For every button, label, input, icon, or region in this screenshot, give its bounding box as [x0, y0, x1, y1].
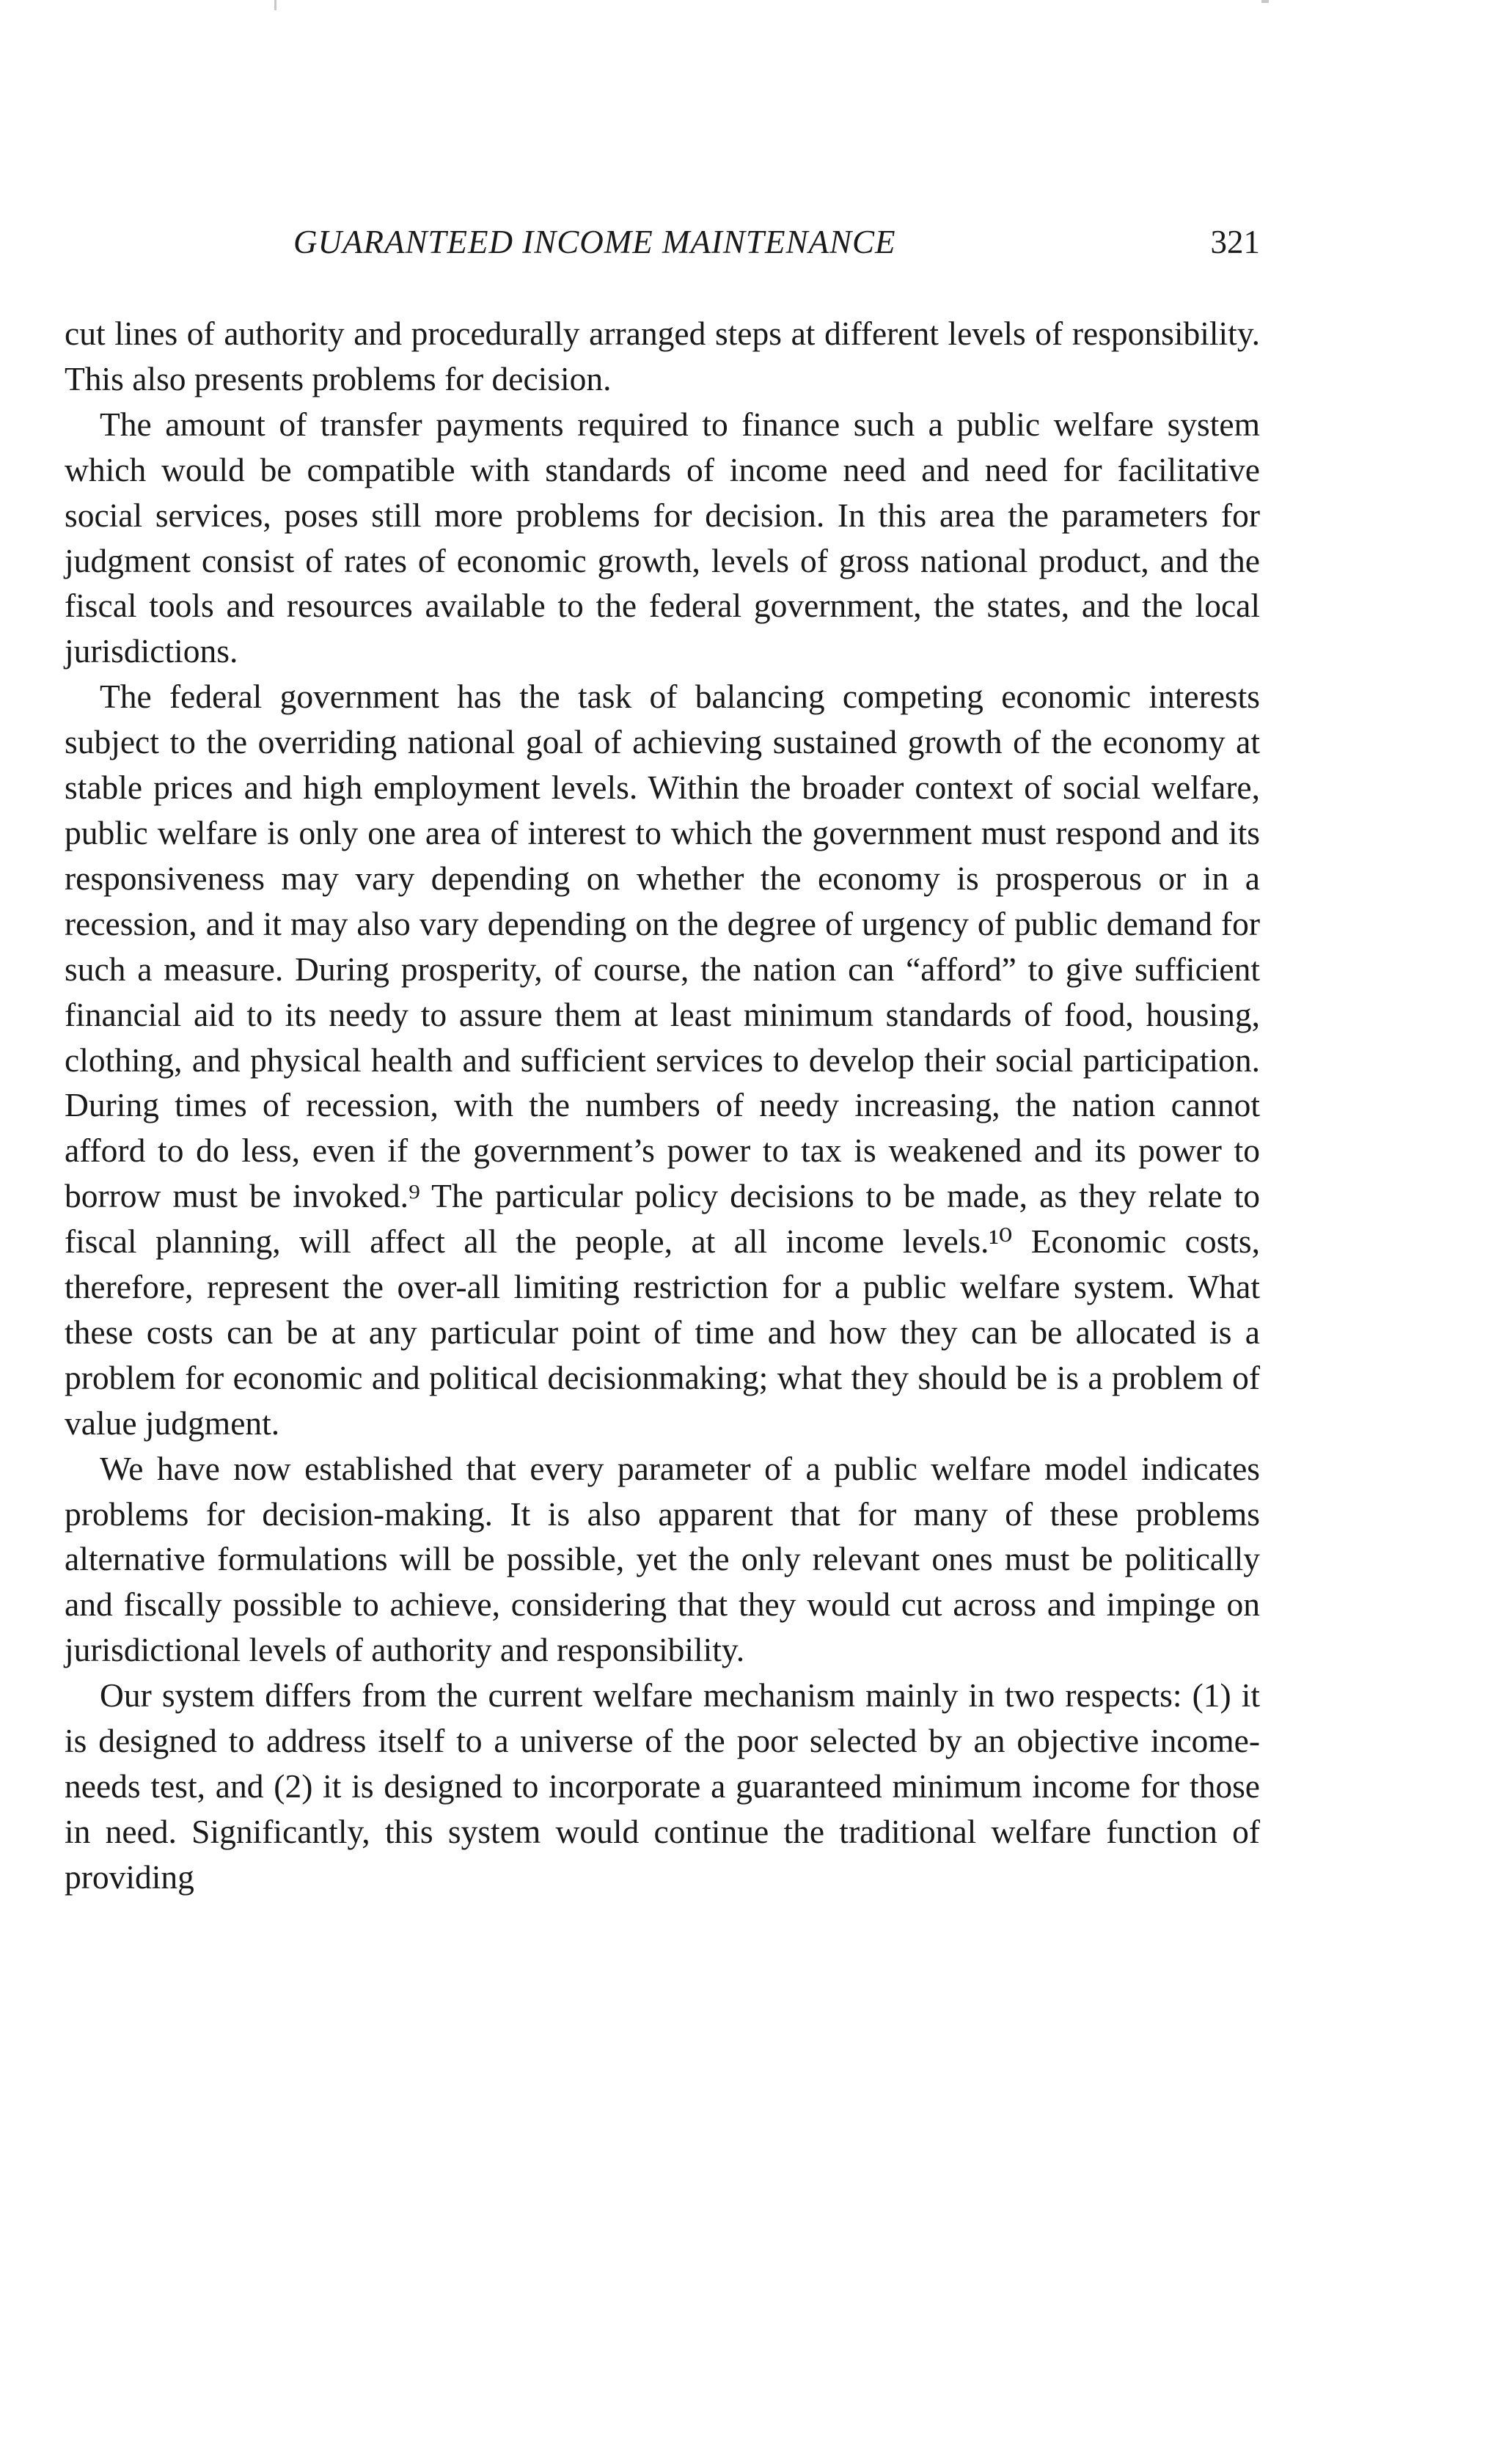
- paragraph-3: The federal government has the task of balancing competing economic interests subject to the overriding national goal of achieving sustained growth of the economy at stable prices and high employment levels. Within the broader context of social welfare, public welfare is only one area of interest to which the government must respond and its responsiveness may vary depending on whether the economy is prosperous or in a recession, and it may also vary depending on the degree of urgency of public demand for such a measure. During prosperity, of course, the nation can “afford” to give sufficient financial aid to its needy to assure them at least minimum standards of food, housing, clothing, and physical health and sufficient services to develop their social participation. During times of recession, with the numbers of needy increasing, the nation cannot afford to do less, even if the government’s power to tax is weakened and its power to borrow must be invoked.⁹ The particular policy decisions to be made, as they relate to fiscal planning, will affect all the people, at all income levels.¹⁰ Economic costs, therefore, represent the over-all limiting restriction for a public welfare system. What these costs can be at any particular point of time and how they can be allocated is a problem for economic and political decisionmaking; what they should be is a problem of value judgment.: [65, 678, 1260, 1442]
- running-title: GUARANTEED INCOME MAINTENANCE: [293, 224, 896, 260]
- running-head: [65, 223, 1260, 267]
- page-number: 321: [1210, 224, 1260, 260]
- body-text: [65, 311, 1260, 1900]
- paragraph-4: We have now established that every parameter of a public welfare model indicates problems for decision-making. It is also apparent that for many of these problems alternative formulations will be possible, yet the only relevant ones must be politically and fiscally possible to achieve, considering that they would cut across and impinge on jurisdictional levels of authority and responsibility.: [65, 1449, 1260, 1669]
- scan-mark-top: [274, 0, 276, 10]
- paragraph-5: Our system differs from the current welfare mechanism mainly in two respects: (1) it is designed to address itself to a universe of the poor selected by an objective income-needs test, and (2) it is designed to incorporate a guaranteed minimum income for those in need. Significantly, this system would continue the traditional welfare function of providing: [65, 1676, 1260, 1896]
- scan-mark-corner: [1261, 0, 1269, 3]
- paragraph-2: The amount of transfer payments required to finance such a public welfare system which would be compatible with standards of income need and need for facilitative social services, poses still more problems for decision. In this area the parameters for judgment consist of rates of economic growth, levels of gross national product, and the fiscal tools and resources available to the federal government, the states, and the local jurisdictions.: [65, 405, 1260, 670]
- paragraph-1: cut lines of authority and procedurally arranged steps at different levels of responsibility. This also presents problems for decision.: [65, 315, 1260, 397]
